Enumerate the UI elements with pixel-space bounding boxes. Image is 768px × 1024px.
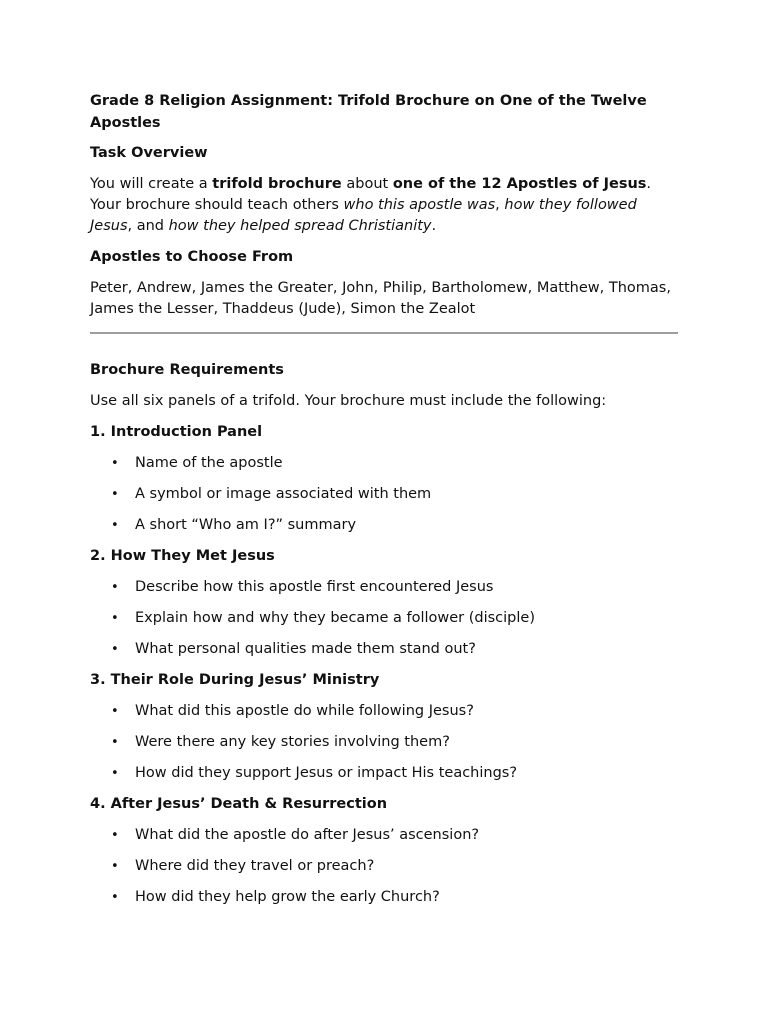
- document-page: [90, 91, 680, 918]
- bullet-list: [90, 453, 680, 536]
- list-item: [90, 453, 680, 474]
- list-item-text: Explain how and why they became a follower (disciple): [135, 610, 535, 626]
- list-item-text: A short “Who am I?” summary: [135, 517, 357, 533]
- italic-who-apostle-was: who this apostle was: [343, 197, 496, 213]
- bullet-list: [90, 577, 680, 660]
- section-heading: 1. Introduction Panel: [90, 424, 263, 440]
- apostles-list: Peter, Andrew, James the Greater, John, Philip, Bartholomew, Matthew, Thomas, James the Lesser, Thaddeus (Jude), Simon the Zealot: [90, 280, 671, 317]
- requirements-section-1: [90, 422, 680, 536]
- bullet-list: [90, 825, 680, 908]
- list-item-text: What did this apostle do while following Jesus?: [135, 703, 474, 719]
- bullet-icon: •: [111, 642, 119, 657]
- text-run: .: [431, 218, 437, 234]
- list-item-text: Describe how this apostle first encountered Jesus: [135, 579, 494, 595]
- list-item-text: How did they help grow the early Church?: [135, 889, 440, 905]
- list-item: [90, 701, 680, 722]
- list-item: [90, 763, 680, 784]
- list-item-text: Were there any key stories involving them?: [135, 734, 450, 750]
- list-item: [90, 515, 680, 536]
- apostles-heading: Apostles to Choose From: [90, 249, 294, 265]
- list-item: [90, 484, 680, 505]
- requirements-section-2: [90, 546, 680, 660]
- text-run: You will create a: [90, 176, 213, 192]
- list-item-text: Name of the apostle: [135, 455, 283, 471]
- bullet-icon: •: [111, 735, 119, 750]
- bullet-icon: •: [111, 487, 119, 502]
- section-heading: 4. After Jesus’ Death & Resurrection: [90, 796, 388, 812]
- task-overview-heading: Task Overview: [90, 145, 208, 161]
- document-title: Grade 8 Religion Assignment: Trifold Brochure on One of the Twelve Apostles: [90, 93, 647, 131]
- bullet-list: [90, 701, 680, 784]
- bullet-icon: •: [111, 828, 119, 843]
- bullet-icon: •: [111, 580, 119, 595]
- list-item-text: What did the apostle do after Jesus’ ascension?: [135, 827, 480, 843]
- horizontal-divider: [90, 332, 678, 334]
- requirements-intro: Use all six panels of a trifold. Your brochure must include the following:: [90, 393, 607, 409]
- bold-one-of-apostles: one of the 12 Apostles of Jesus: [392, 176, 647, 192]
- section-heading: 2. How They Met Jesus: [90, 548, 275, 564]
- list-item: [90, 825, 680, 846]
- list-item: [90, 608, 680, 629]
- list-item-text: What personal qualities made them stand out?: [135, 641, 476, 657]
- requirements-section-4: [90, 794, 680, 908]
- text-run: ,: [495, 197, 505, 213]
- list-item: [90, 732, 680, 753]
- requirements-heading: Brochure Requirements: [90, 362, 284, 378]
- bullet-icon: •: [111, 518, 119, 533]
- list-item: [90, 639, 680, 660]
- bold-trifold-brochure: trifold brochure: [212, 176, 342, 192]
- list-item: [90, 887, 680, 908]
- list-item-text: How did they support Jesus or impact His teachings?: [135, 765, 518, 781]
- text-run: , and: [127, 218, 169, 234]
- italic-how-followed: how they followed Jesus: [90, 197, 637, 234]
- bullet-icon: •: [111, 611, 119, 626]
- text-run: about: [341, 176, 393, 192]
- bullet-icon: •: [111, 704, 119, 719]
- bullet-icon: •: [111, 859, 119, 874]
- bullet-icon: •: [111, 456, 119, 471]
- task-overview-paragraph: [90, 174, 680, 237]
- italic-spread-christianity: how they helped spread Christianity: [168, 218, 432, 234]
- list-item-text: Where did they travel or preach?: [135, 858, 375, 874]
- bullet-icon: •: [111, 890, 119, 905]
- list-item: [90, 577, 680, 598]
- list-item-text: A symbol or image associated with them: [135, 486, 432, 502]
- requirements-section-3: [90, 670, 680, 784]
- text-run: . Your brochure should teach others: [90, 176, 652, 213]
- bullet-icon: •: [111, 766, 119, 781]
- list-item: [90, 856, 680, 877]
- section-heading: 3. Their Role During Jesus’ Ministry: [90, 672, 380, 688]
